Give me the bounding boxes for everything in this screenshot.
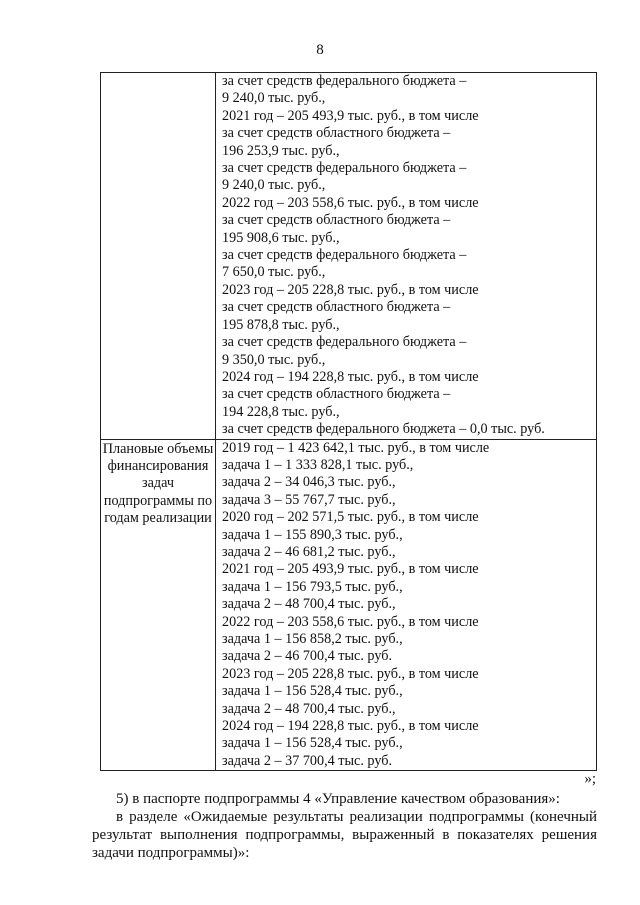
value-line: 2024 год – 194 228,8 тыс. руб., в том числе: [222, 368, 479, 385]
value-line: за счет средств федерального бюджета –: [222, 160, 467, 177]
value-line: за счет средств федерального бюджета –: [222, 334, 467, 351]
row-value-cell: [216, 439, 597, 771]
value-line: 195 908,6 тыс. руб.,: [222, 229, 340, 246]
value-line: задача 3 – 55 767,7 тыс. руб.,: [222, 491, 396, 508]
value-line: 195 878,8 тыс. руб.,: [222, 316, 340, 333]
value-line: 9 240,0 тыс. руб.,: [222, 177, 326, 194]
value-line: задача 2 – 46 700,4 тыс. руб.: [222, 648, 393, 665]
value-line: 194 228,8 тыс. руб.,: [222, 403, 340, 420]
value-line: задача 2 – 46 681,2 тыс. руб.,: [222, 543, 396, 560]
value-line: за счет средств федерального бюджета –: [222, 73, 467, 89]
value-line: задача 2 – 48 700,4 тыс. руб.,: [222, 700, 396, 717]
row-label: [101, 73, 215, 74]
value-line: за счет средств федерального бюджета –: [222, 247, 467, 264]
value-line: за счет средств областного бюджета –: [222, 386, 451, 403]
value-line: задача 1 – 1 333 828,1 тыс. руб.,: [222, 456, 414, 473]
page-number: 8: [316, 42, 324, 58]
value-line: 2021 год – 205 493,9 тыс. руб., в том числе: [222, 561, 479, 578]
value-line: 2023 год – 205 228,8 тыс. руб., в том числе: [222, 281, 479, 298]
value-line: задача 1 – 156 793,5 тыс. руб.,: [222, 578, 403, 595]
subprogram-passport-table: [100, 72, 597, 771]
value-line: задача 2 – 37 700,4 тыс. руб.: [222, 752, 393, 769]
value-line: за счет средств областного бюджета –: [222, 212, 451, 229]
value-line: 2022 год – 203 558,6 тыс. руб., в том числе: [222, 613, 479, 630]
value-line: 2020 год – 202 571,5 тыс. руб., в том числе: [222, 509, 479, 526]
paragraph-section-results: в разделе «Ожидаемые результаты реализации подпрограммы (конечный результат выполнения подпрограммы, выраженный в показателях решения задачи подпрограммы)»:: [92, 809, 597, 861]
closing-quote: »;: [584, 771, 596, 787]
value-line: задача 2 – 48 700,4 тыс. руб.,: [222, 596, 396, 613]
row-label-cell: [101, 439, 216, 771]
value-line: 2024 год – 194 228,8 тыс. руб., в том числе: [222, 718, 479, 735]
value-line: 2023 год – 205 228,8 тыс. руб., в том числе: [222, 665, 479, 682]
value-line: задача 1 – 156 528,4 тыс. руб.,: [222, 735, 403, 752]
value-line: за счет средств областного бюджета –: [222, 125, 451, 142]
value-line: 2021 год – 205 493,9 тыс. руб., в том числе: [222, 107, 479, 124]
value-line: за счет средств областного бюджета –: [222, 299, 451, 316]
value-line: задача 1 – 155 890,3 тыс. руб.,: [222, 526, 403, 543]
value-line: задача 1 – 156 858,2 тыс. руб.,: [222, 631, 403, 647]
table-row-planned-financing: [101, 439, 597, 771]
row-label: Плановые объемы финансирования задач подпрограммы по годам реализации: [102, 440, 214, 527]
paragraph-item-5: 5) в паспорте подпрограммы 4 «Управление качеством образования»:: [116, 791, 560, 807]
value-line: 2022 год – 203 558,6 тыс. руб., в том числе: [222, 194, 479, 211]
value-line: 9 240,0 тыс. руб.,: [222, 90, 326, 107]
value-line: 196 253,9 тыс. руб.,: [222, 142, 340, 159]
row-label-cell: [101, 73, 216, 440]
value-line: задача 2 – 34 046,3 тыс. руб.,: [222, 474, 396, 491]
value-line: 2019 год – 1 423 642,1 тыс. руб., в том числе: [222, 439, 490, 456]
row-value-cell: [216, 73, 597, 440]
value-line: за счет средств федерального бюджета – 0,0 тыс. руб.: [222, 421, 545, 438]
value-line: 7 650,0 тыс. руб.,: [222, 264, 326, 281]
value-line: 9 350,0 тыс. руб.,: [222, 351, 326, 368]
table-row-federal-budget-continuation: [101, 73, 597, 440]
value-line: задача 1 – 156 528,4 тыс. руб.,: [222, 683, 403, 700]
